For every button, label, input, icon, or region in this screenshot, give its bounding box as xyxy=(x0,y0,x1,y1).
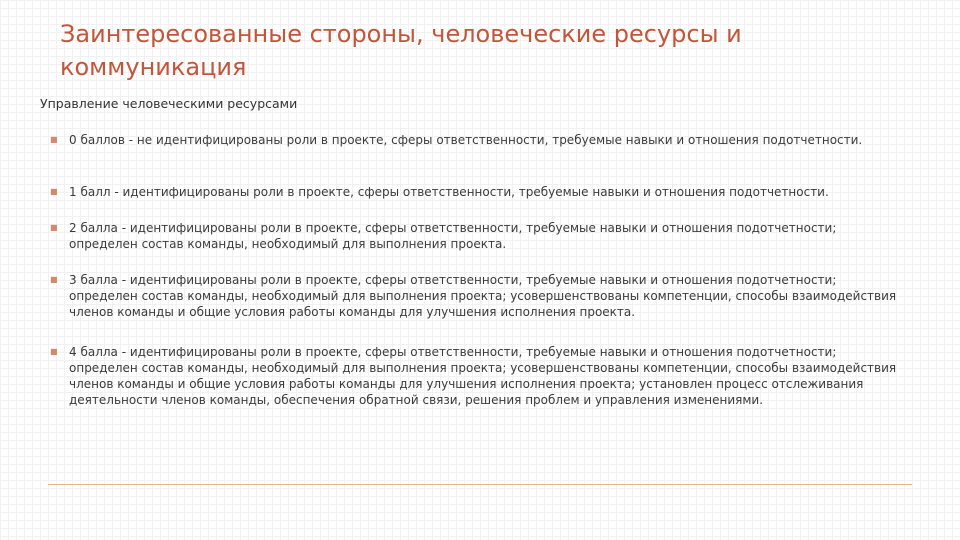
bullet-text: 4 балла - идентифицированы роли в проекте, сферы ответственности, требуемые навыки и отношения подотчетности; определен состав команды, необходимый для выполнения проекта; усовершенствованы компетенции, способы взаимодействия членов команды и общие условия работы команды для улучшения исполнения проекта; установлен процесс отслеживания деятельности членов команды, обеспечения обратной связи, решения проблем и управления изменениями. xyxy=(69,345,897,407)
list-item xyxy=(50,344,902,408)
bullet-text: 3 балла - идентифицированы роли в проекте, сферы ответственности, требуемые навыки и отношения подотчетности; определен состав команды, необходимый для выполнения проекта; усовершенствованы компетенции, способы взаимодействия членов команды и общие условия работы команды для улучшения исполнения проекта. xyxy=(69,273,897,319)
slide-subtitle: Управление человеческими ресурсами xyxy=(40,96,298,111)
list-item xyxy=(50,184,902,200)
square-bullet-icon: ■ xyxy=(50,135,58,144)
square-bullet-icon: ■ xyxy=(50,187,58,196)
list-item xyxy=(50,132,902,148)
bullet-text: 0 баллов - не идентифицированы роли в проекте, сферы ответственности, требуемые навыки и отношения подотчетности. xyxy=(69,133,863,147)
bullet-text: 1 балл - идентифицированы роли в проекте, сферы ответственности, требуемые навыки и отношения подотчетности. xyxy=(69,185,829,199)
square-bullet-icon: ■ xyxy=(50,275,58,284)
square-bullet-icon: ■ xyxy=(50,223,58,232)
square-bullet-icon: ■ xyxy=(50,347,58,356)
slide-title: Заинтересованные стороны, человеческие ресурсы и коммуникация xyxy=(60,20,742,81)
bullet-text: 2 балла - идентифицированы роли в проекте, сферы ответственности, требуемые навыки и отношения подотчетности; определен состав команды, необходимый для выполнения проекта. xyxy=(69,221,837,251)
footer-divider xyxy=(48,484,912,485)
list-item xyxy=(50,272,902,320)
list-item xyxy=(50,220,902,252)
